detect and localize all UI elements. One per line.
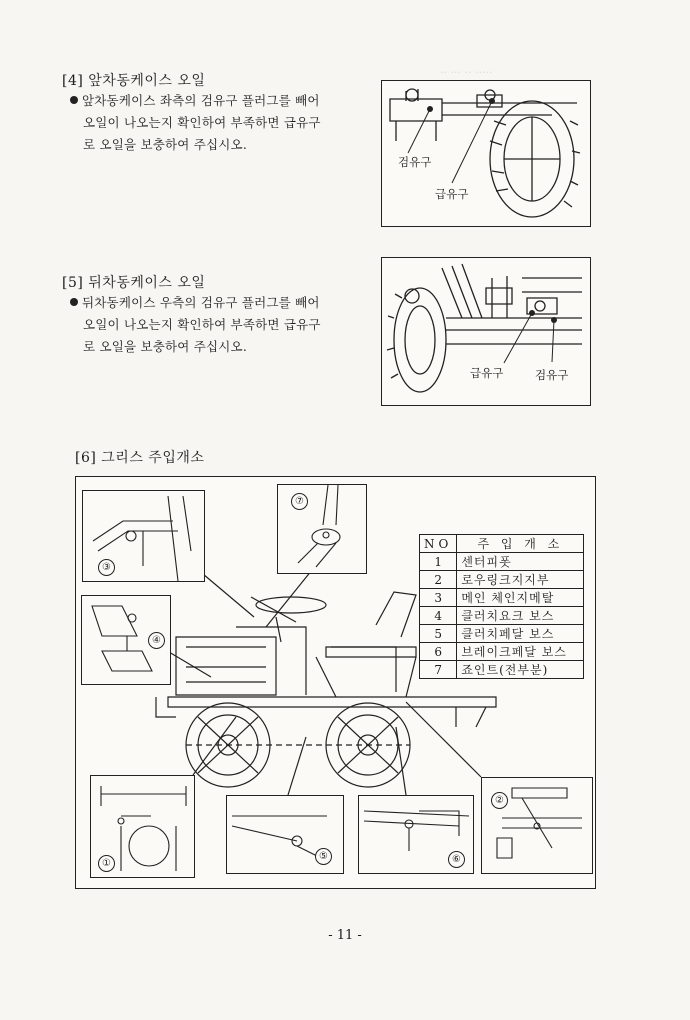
table-row: 3 메인 체인지메탈 xyxy=(420,589,584,607)
marker-7: ⑦ xyxy=(291,493,308,510)
filler-port-label: 급유구 xyxy=(435,187,469,201)
section-4-text: 앞차동케이스 좌측의 검유구 플러그를 빼어 오일이 나오는지 확인하여 부족하면 급유구 로 오일을 보충하여 주십시오. xyxy=(70,90,375,156)
marker-1: ① xyxy=(98,855,115,872)
bleed-through-text: ·· ··· ·· ····· xyxy=(440,66,493,79)
inspection-port-label: 검유구 xyxy=(535,368,569,382)
grease-points-figure xyxy=(75,476,596,889)
page-number: - 11 - xyxy=(328,928,362,943)
table-header: NO 주 입 개 소 xyxy=(420,535,584,553)
section-6-title: [6] 그리스 주입개소 xyxy=(75,450,205,466)
inspection-port-label: 검유구 xyxy=(398,155,432,169)
marker-2: ② xyxy=(491,792,508,809)
bullet-icon xyxy=(70,298,78,306)
table-row: 5 클러치페달 보스 xyxy=(420,625,584,643)
inset-6 xyxy=(358,795,474,874)
inset-2 xyxy=(481,777,593,874)
filler-port-label: 급유구 xyxy=(470,366,504,380)
grease-points-table xyxy=(419,534,584,679)
inset-1 xyxy=(90,775,195,878)
rear-diff-figure xyxy=(381,257,591,406)
table-row: 4 클러치요크 보스 xyxy=(420,607,584,625)
section-4-title: [4] 앞차동케이스 오일 xyxy=(62,73,206,89)
front-diff-figure xyxy=(381,80,591,227)
table-row: 1 센터피폿 xyxy=(420,553,584,571)
section-5-title: [5] 뒤차동케이스 오일 xyxy=(62,275,206,291)
table-row: 7 죠인트(전부분) xyxy=(420,661,584,679)
inset-4 xyxy=(81,595,171,685)
section-5-text: 뒤차동케이스 우측의 검유구 플러그를 빼어 오일이 나오는지 확인하여 부족하면 급유구 로 오일을 보충하여 주십시오. xyxy=(70,292,375,358)
inset-5 xyxy=(226,795,344,874)
bullet-icon xyxy=(70,96,78,104)
table-row: 2 로우링크지지부 xyxy=(420,571,584,589)
table-row: 6 브레이크페달 보스 xyxy=(420,643,584,661)
marker-4: ④ xyxy=(148,632,165,649)
inset-3 xyxy=(82,490,205,582)
marker-6: ⑥ xyxy=(448,851,465,868)
marker-5: ⑤ xyxy=(315,848,332,865)
marker-3: ③ xyxy=(98,559,115,576)
inset-7 xyxy=(277,484,367,574)
